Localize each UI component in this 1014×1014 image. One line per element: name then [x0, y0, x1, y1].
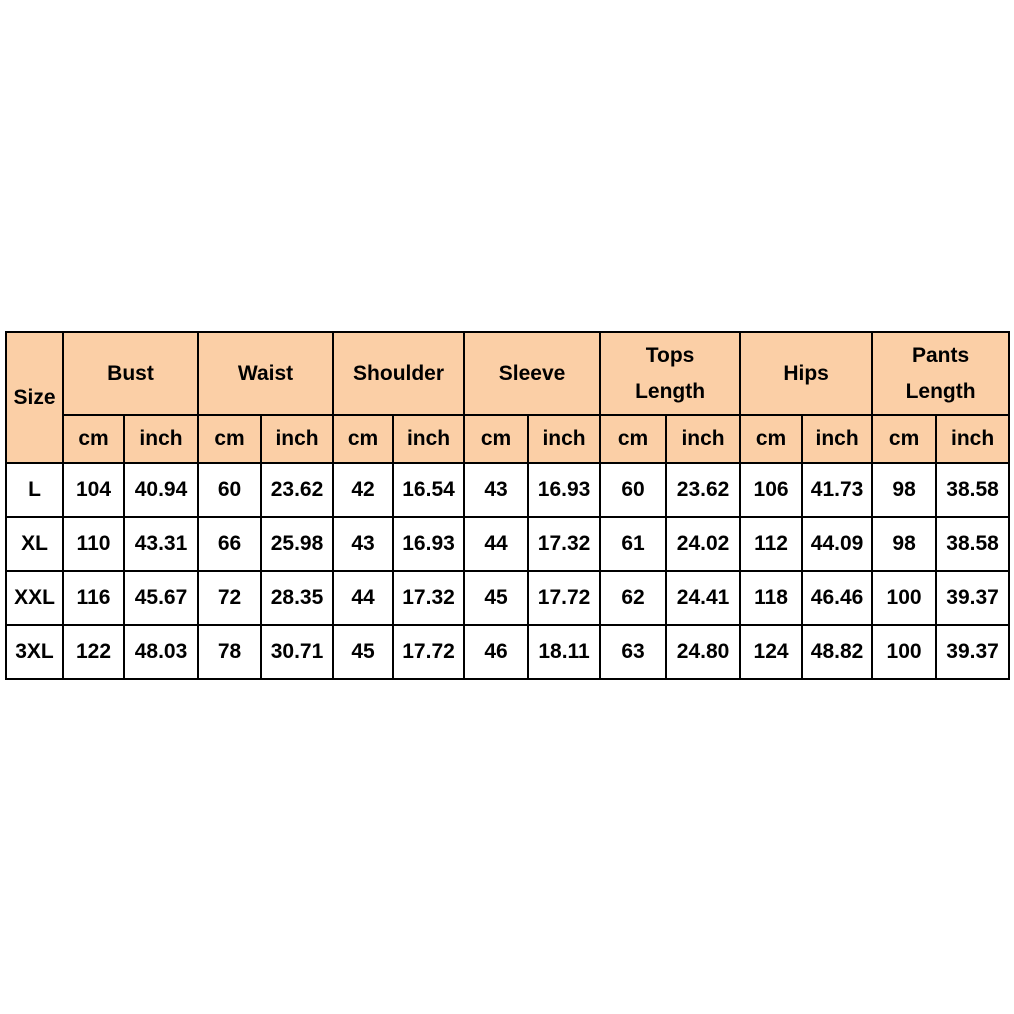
measurement-header-line: Pants — [911, 343, 970, 367]
size-chart — [5, 331, 1008, 680]
value-cell: 100 — [872, 571, 936, 625]
table-row — [6, 463, 1009, 517]
value-cell: 46.46 — [802, 571, 872, 625]
unit-header-inch: inch — [261, 415, 333, 463]
value-cell: 124 — [740, 625, 802, 679]
value-cell: 44 — [333, 571, 393, 625]
value-cell: 40.94 — [124, 463, 198, 517]
unit-header-inch: inch — [936, 415, 1009, 463]
measurement-header-line: Length — [905, 379, 976, 403]
size-cell: 3XL — [6, 625, 63, 679]
value-cell: 43 — [464, 463, 528, 517]
measurement-header-pants-length — [872, 332, 1009, 415]
measurement-header-tops-length — [600, 332, 740, 415]
value-cell: 98 — [872, 463, 936, 517]
value-cell: 60 — [198, 463, 261, 517]
unit-header-inch: inch — [528, 415, 600, 463]
measurement-header-line: Hips — [783, 361, 829, 385]
value-cell: 106 — [740, 463, 802, 517]
unit-header-cm: cm — [63, 415, 124, 463]
unit-header-cm: cm — [333, 415, 393, 463]
value-cell: 45 — [464, 571, 528, 625]
value-cell: 39.37 — [936, 571, 1009, 625]
measurement-header-line: Sleeve — [498, 361, 566, 385]
measurement-header-line: Waist — [237, 361, 294, 385]
unit-header-cm: cm — [740, 415, 802, 463]
value-cell: 78 — [198, 625, 261, 679]
value-cell: 48.03 — [124, 625, 198, 679]
value-cell: 30.71 — [261, 625, 333, 679]
table-row — [6, 625, 1009, 679]
value-cell: 24.41 — [666, 571, 740, 625]
value-cell: 24.80 — [666, 625, 740, 679]
value-cell: 24.02 — [666, 517, 740, 571]
value-cell: 43 — [333, 517, 393, 571]
value-cell: 98 — [872, 517, 936, 571]
unit-header-inch: inch — [802, 415, 872, 463]
table-row — [6, 517, 1009, 571]
value-cell: 39.37 — [936, 625, 1009, 679]
value-cell: 38.58 — [936, 463, 1009, 517]
measurement-header-bust — [63, 332, 198, 415]
value-cell: 23.62 — [666, 463, 740, 517]
value-cell: 16.93 — [528, 463, 600, 517]
value-cell: 46 — [464, 625, 528, 679]
unit-header-cm: cm — [872, 415, 936, 463]
value-cell: 112 — [740, 517, 802, 571]
value-cell: 63 — [600, 625, 666, 679]
measurement-header-line: Shoulder — [353, 361, 445, 385]
value-cell: 23.62 — [261, 463, 333, 517]
value-cell: 43.31 — [124, 517, 198, 571]
header-row-measurements — [6, 332, 1009, 415]
header-row-units — [6, 415, 1009, 463]
measurement-header-waist — [198, 332, 333, 415]
measurement-header-hips — [740, 332, 872, 415]
value-cell: 62 — [600, 571, 666, 625]
unit-header-cm: cm — [198, 415, 261, 463]
unit-header-inch: inch — [393, 415, 464, 463]
measurement-header-line: Tops — [645, 343, 695, 367]
value-cell: 116 — [63, 571, 124, 625]
size-table — [5, 331, 1010, 680]
value-cell: 61 — [600, 517, 666, 571]
measurement-header-line: Bust — [107, 361, 154, 385]
value-cell: 104 — [63, 463, 124, 517]
value-cell: 45 — [333, 625, 393, 679]
value-cell: 17.72 — [393, 625, 464, 679]
value-cell: 110 — [63, 517, 124, 571]
unit-header-inch: inch — [124, 415, 198, 463]
value-cell: 18.11 — [528, 625, 600, 679]
value-cell: 60 — [600, 463, 666, 517]
value-cell: 17.72 — [528, 571, 600, 625]
size-cell: XXL — [6, 571, 63, 625]
value-cell: 118 — [740, 571, 802, 625]
value-cell: 41.73 — [802, 463, 872, 517]
value-cell: 28.35 — [261, 571, 333, 625]
value-cell: 45.67 — [124, 571, 198, 625]
value-cell: 122 — [63, 625, 124, 679]
value-cell: 25.98 — [261, 517, 333, 571]
value-cell: 16.93 — [393, 517, 464, 571]
measurement-header-line: Length — [635, 379, 706, 403]
value-cell: 48.82 — [802, 625, 872, 679]
size-header: Size — [6, 332, 63, 463]
value-cell: 44 — [464, 517, 528, 571]
size-cell: L — [6, 463, 63, 517]
measurement-header-sleeve — [464, 332, 600, 415]
unit-header-cm: cm — [600, 415, 666, 463]
value-cell: 16.54 — [393, 463, 464, 517]
value-cell: 44.09 — [802, 517, 872, 571]
value-cell: 100 — [872, 625, 936, 679]
value-cell: 66 — [198, 517, 261, 571]
value-cell: 38.58 — [936, 517, 1009, 571]
unit-header-cm: cm — [464, 415, 528, 463]
value-cell: 17.32 — [528, 517, 600, 571]
unit-header-inch: inch — [666, 415, 740, 463]
table-row — [6, 571, 1009, 625]
measurement-header-shoulder — [333, 332, 464, 415]
value-cell: 17.32 — [393, 571, 464, 625]
size-cell: XL — [6, 517, 63, 571]
value-cell: 42 — [333, 463, 393, 517]
value-cell: 72 — [198, 571, 261, 625]
